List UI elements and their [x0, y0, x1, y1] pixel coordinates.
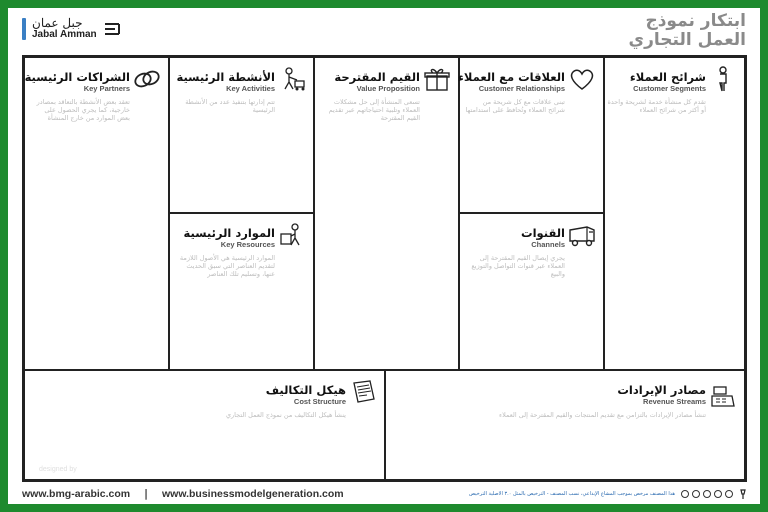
block-description: تنشأ مصادر الإيرادات بالتزامن مع تقديم المنتجات والقيم المقترحة إلى العملاء: [499, 411, 706, 419]
footer-separator: |: [144, 488, 148, 500]
logo-english: Jabal Amman: [32, 29, 97, 40]
block-title-arabic: شرائح العملاء: [629, 70, 706, 84]
block-title-english: Channels: [531, 240, 565, 249]
block-key-resources: [169, 213, 314, 370]
block-title-english: Key Activities: [226, 84, 275, 93]
title-line-2: العمل التجاري: [628, 30, 746, 50]
license-text: هذا المصنف مرخص بموجب المشاع الإبداعي، نسب المصنف - الترخيص بالمثل ٣.٠ الاصلية الترخيص: [469, 491, 675, 497]
block-title-english: Revenue Streams: [643, 397, 706, 406]
block-title-arabic: العلاقات مع العملاء: [458, 70, 565, 84]
truck-icon: [567, 222, 597, 248]
footer-link-bmg-arabic[interactable]: www.bmg-arabic.com: [22, 488, 131, 500]
block-description: تبنى علاقات مع كل شريحة من شرائح العملاء وتُحافظ على استدامتها: [465, 98, 565, 114]
chain-links-icon: [132, 66, 162, 92]
business-model-canvas: [22, 55, 747, 482]
block-description: تعقد بعض الأنشطة بالتعاقد بمصادر خارجية، كما يجري الحصول على بعض الموارد من خارج المنشأة: [36, 98, 130, 122]
invoice-icon: [348, 379, 378, 405]
block-title-arabic: القيم المقترحة: [334, 70, 420, 84]
cc-by-icon: [692, 490, 700, 498]
cc-nc-icon: [714, 490, 722, 498]
logo-mark: [22, 18, 26, 40]
block-title-arabic: مصادر الإيرادات: [617, 383, 706, 397]
heart-icon: [567, 66, 597, 92]
cash-register-icon: [708, 379, 738, 415]
block-title-english: Value Proposition: [356, 84, 420, 93]
block-title-english: Cost Structure: [293, 397, 346, 406]
block-title-english: Key Partners: [83, 84, 130, 93]
logo: [22, 18, 121, 40]
block-title-arabic: الموارد الرئيسية: [183, 226, 275, 240]
block-description: تتم إدارتها بتنفيذ عدد من الأنشطة الرئيسية: [185, 98, 275, 114]
worker-cart-icon: [277, 66, 307, 92]
pin-icon: [739, 489, 747, 499]
block-customer-relationships: [459, 57, 604, 213]
block-key-activities: [169, 57, 314, 213]
block-description: ينشأ هيكل التكاليف من نموذج العمل التجاري: [225, 411, 346, 419]
block-title-arabic: الأنشطة الرئيسية: [176, 70, 275, 84]
block-revenue-streams: [385, 370, 745, 480]
block-description: يجري إيصال القيم المقترحة إلى العملاء عبر قنوات التواصل والتوزيع والبيع: [471, 254, 565, 278]
block-customer-segments: [604, 57, 745, 370]
block-cost-structure: [24, 370, 385, 480]
block-value-propositions: [314, 57, 459, 370]
cc-sa-icon: [703, 490, 711, 498]
block-channels: [459, 213, 604, 370]
block-description: الموارد الرئيسية هي الأصول اللازمة لتقديم العناصر التي سبق الحديث عنها، وتسليم تلك العناصر: [179, 254, 275, 278]
block-title-english: Customer Relationships: [478, 84, 565, 93]
block-title-arabic: هيكل التكاليف: [265, 383, 346, 397]
creative-commons-badges: [681, 490, 733, 498]
block-title-english: Key Resources: [220, 240, 275, 249]
logo-glyph-icon: [103, 20, 121, 38]
footer-link-business-model-generation[interactable]: www.businessmodelgeneration.com: [161, 488, 344, 500]
cc-nd-icon: [725, 490, 733, 498]
gift-box-icon: [422, 66, 452, 92]
person-icon: [708, 66, 738, 92]
block-title-arabic: الشراكات الرئيسية: [24, 70, 130, 84]
block-description: تسعى المنشأة إلى حل مشكلات العملاء وتلبية احتياجاتهم عبر تقديم القيم المقترحة: [328, 98, 420, 122]
worker-resources-icon: [277, 222, 307, 248]
block-key-partners: [24, 57, 169, 370]
logo-arabic: جبل عمان: [32, 16, 83, 30]
block-title-arabic: القنوات: [521, 226, 565, 240]
block-title-english: Customer Segments: [633, 84, 706, 93]
title-line-1: ابتكار نموذج: [645, 11, 746, 31]
designer-watermark: designed by: [39, 466, 77, 473]
block-description: تقدم كل منشأة خدمة لشريحة واحدة أو أكثر من شرائح العملاء: [607, 98, 706, 114]
page-title: [629, 12, 746, 50]
page: [8, 8, 760, 504]
footer: [22, 486, 747, 502]
cc-icon: [681, 490, 689, 498]
